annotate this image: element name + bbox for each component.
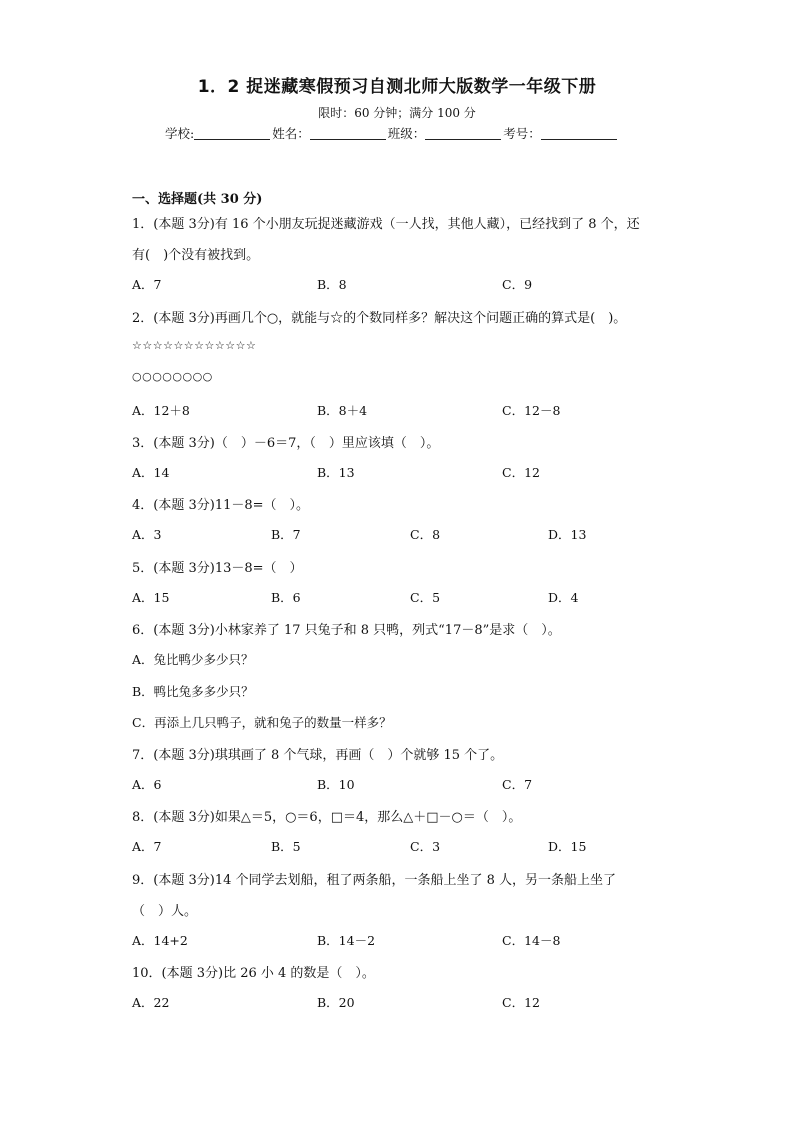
question-10-option-a: A．22: [132, 995, 170, 1010]
question-7-line-1: 7．(本题 3分)琪琪画了 8 个气球，再画（ ）个就够 15 个了。: [132, 748, 504, 763]
question-5-option-d: D．4: [548, 590, 579, 605]
question-2-option-b: B．8＋4: [317, 403, 368, 418]
question-2-circles: ○○○○○○○○: [132, 370, 213, 383]
question-5-option-a: A．15: [132, 590, 170, 605]
school-blank: [194, 127, 270, 140]
name-label: 姓名：: [272, 126, 310, 141]
question-7-option-c: C．7: [502, 777, 533, 792]
question-9-line-2: （ ）人。: [132, 904, 198, 919]
question-2-line-1: 2．(本题 3分)再画几个○，就能与☆的个数同样多？解决这个问题正确的算式是( )。: [132, 311, 627, 326]
question-3-line-1: 3．(本题 3分)（ ）－6＝7，（ ）里应该填（ ）。: [132, 436, 440, 451]
question-2-option-a: A．12＋8: [132, 403, 190, 418]
question-6-option-a: A．兔比鸭少多少只？: [132, 652, 254, 667]
question-7-option-a: A．6: [132, 777, 162, 792]
question-4-option-c: C．8: [410, 527, 441, 542]
question-5-option-b: B．6: [271, 590, 301, 605]
name-blank: [310, 127, 386, 140]
question-4-option-a: A．3: [132, 527, 162, 542]
question-4-option-b: B．7: [271, 527, 301, 542]
question-2-stars: ☆☆☆☆☆☆☆☆☆☆☆☆: [132, 339, 257, 352]
question-1-option-b: B．8: [317, 277, 347, 292]
question-6-line-1: 6．(本题 3分)小林家养了 17 只兔子和 8 只鸭，列式“17－8”是求（ ）。: [132, 623, 561, 638]
section-title: 一、选择题(共 30 分): [132, 192, 263, 207]
question-6-option-b: B．鸭比兔多多少只？: [132, 684, 254, 699]
class-blank: [425, 127, 501, 140]
question-3-option-a: A．14: [132, 465, 170, 480]
question-8-option-d: D．15: [548, 839, 587, 854]
question-1-line-1: 1．(本题 3分)有 16 个小朋友玩捉迷藏游戏（一人找，其他人藏），已经找到了 8 个，还: [132, 217, 640, 232]
question-5-option-c: C．5: [410, 590, 441, 605]
class-label: 班级：: [387, 126, 426, 141]
question-4-option-d: D．13: [548, 527, 587, 542]
question-7-option-b: B．10: [317, 777, 355, 792]
question-9-option-c: C．14－8: [502, 933, 561, 948]
question-3-option-b: B．13: [317, 465, 355, 480]
question-5-line-1: 5．(本题 3分)13－8=（ ）: [132, 561, 303, 576]
question-10-line-1: 10．(本题 3分)比 26 小 4 的数是（ ）。: [132, 966, 375, 981]
student-info-row: [165, 124, 619, 142]
question-6-option-c: C．再添上几只鸭子，就和兔子的数量一样多？: [132, 715, 392, 730]
school-label: 学校:: [165, 126, 195, 141]
question-9-line-1: 9．(本题 3分)14 个同学去划船，租了两条船，一条船上坐了 8 人，另一条船上坐了: [132, 873, 617, 888]
question-3-option-c: C．12: [502, 465, 540, 480]
question-1-line-2: 有( )个没有被找到。: [132, 248, 260, 263]
question-10-option-c: C．12: [502, 995, 540, 1010]
question-8-option-a: A．7: [132, 839, 162, 854]
question-10-option-b: B．20: [317, 995, 355, 1010]
question-8-option-b: B．5: [271, 839, 301, 854]
exam-number-label: 考号：: [503, 126, 541, 141]
question-1-option-c: C．9: [502, 277, 533, 292]
question-9-option-b: B．14－2: [317, 933, 376, 948]
question-8-line-1: 8．(本题 3分)如果△＝5，○＝6，□＝4，那么△＋□－○＝（ ）。: [132, 810, 522, 825]
question-9-option-a: A．14+2: [132, 933, 188, 948]
question-8-option-c: C．3: [410, 839, 441, 854]
question-1-option-a: A．7: [132, 277, 162, 292]
question-2-option-c: C．12－8: [502, 403, 561, 418]
question-4-line-1: 4．(本题 3分)11－8=（ ）。: [132, 498, 310, 513]
page-title: 1．2 捉迷藏寒假预习自测北师大版数学一年级下册: [197, 77, 597, 97]
time-limit-text: 限时：60 分钟；满分 100 分: [318, 106, 476, 120]
exam-number-blank: [541, 127, 617, 140]
